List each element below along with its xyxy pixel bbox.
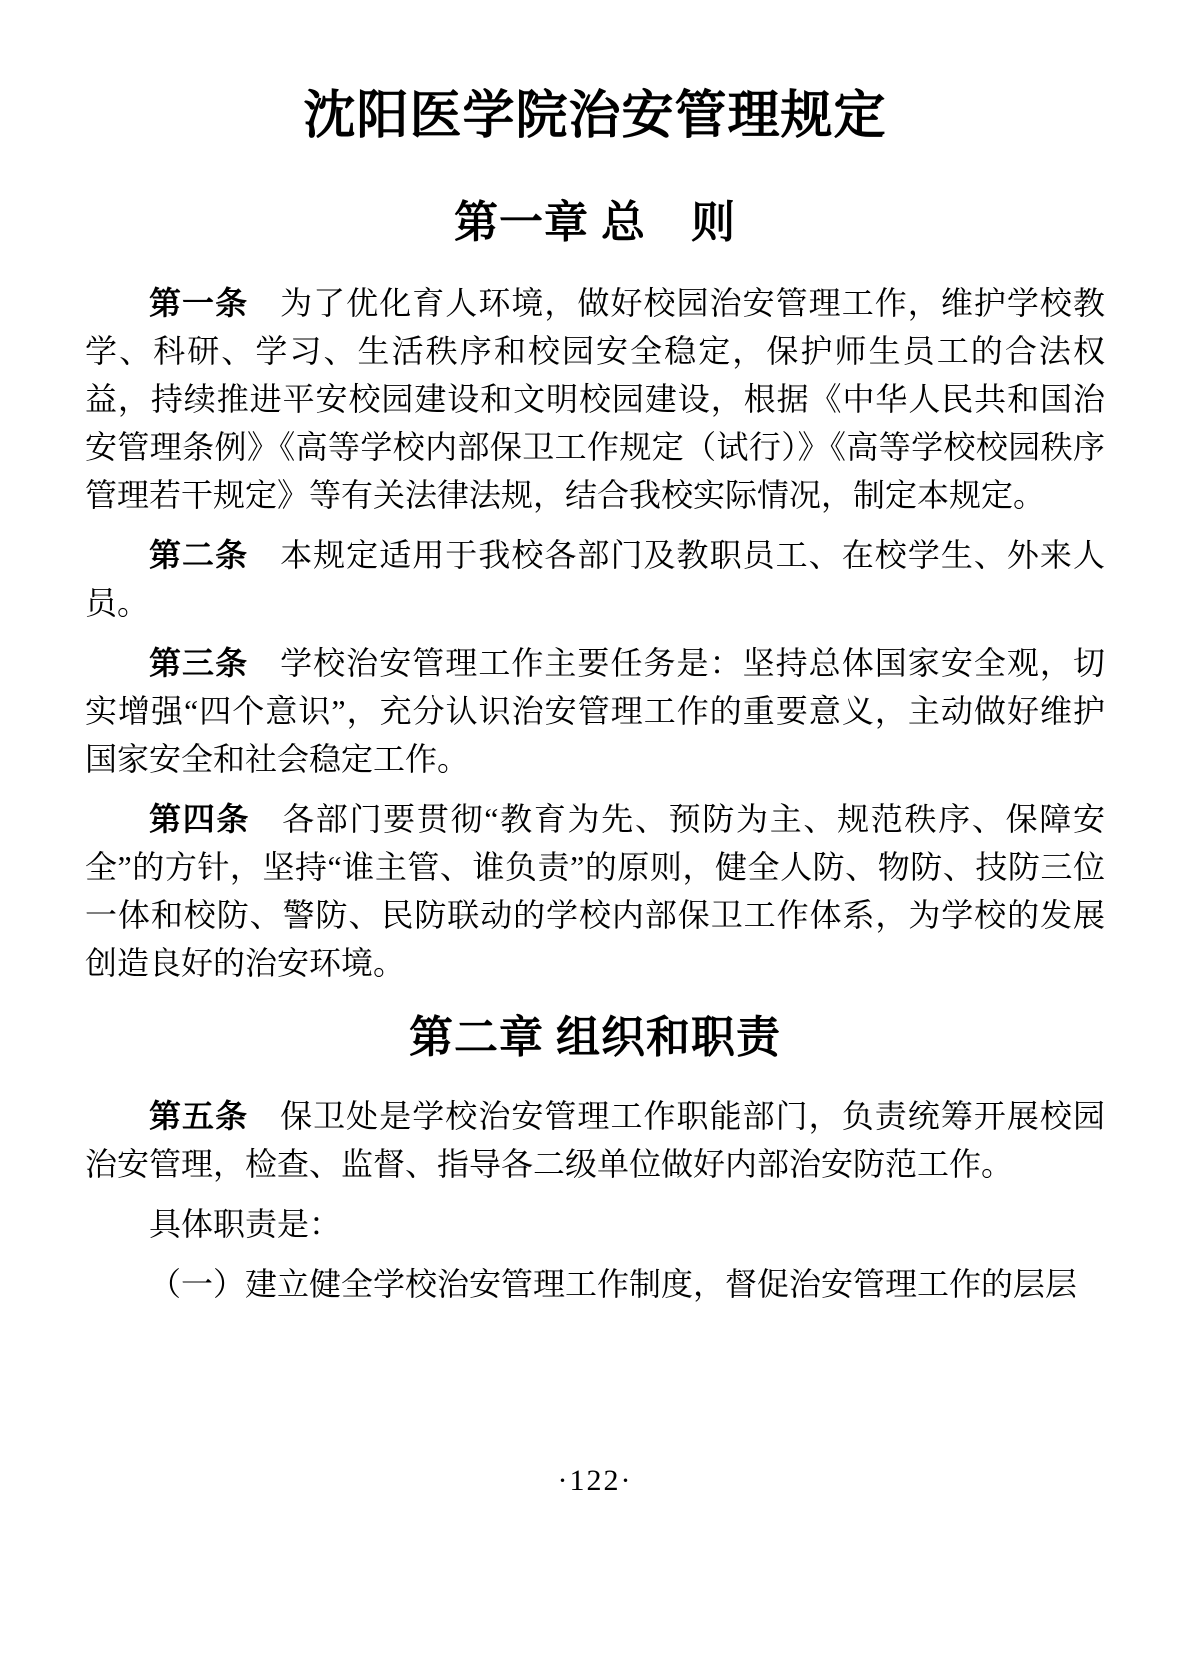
article-4-paragraph [85,795,1105,987]
article-1-text: 为了优化育人环境，做好校园治安管理工作，维护学校教学、科研、学习、生活秩序和校园安全稳定，保护师生员工的合法权益，持续推进平安校园建设和文明校园建设，根据《中华人民共和国治安管理条例》《高等学校内部保卫工作规定（试行）》《高等学校校园秩序管理若干规定》等有关法律法规，结合我校实际情况，制定本规定。 [85,285,1105,513]
document-content [0,86,1190,1308]
article-5-label: 第五条 [149,1098,249,1134]
document-title: 沈阳医学院治安管理规定 [303,88,887,145]
duties-intro-paragraph: 具体职责是： [149,1206,342,1242]
article-4-label: 第四条 [149,801,251,837]
article-3-paragraph [85,639,1105,783]
page-number: ·122· [557,1464,633,1497]
duty-item-1-paragraph: （一）建立健全学校治安管理工作制度，督促治安管理工作的层层 [149,1266,1078,1302]
article-5-text: 保卫处是学校治安管理工作职能部门，负责统筹开展校园治安管理，检查、监督、指导各二级单位做好内部治安防范工作。 [85,1098,1105,1182]
article-5-paragraph [85,1092,1105,1188]
article-1-label: 第一条 [149,285,249,321]
chapter-1-heading: 第一章 总 则 [454,198,736,247]
article-4-text: 各部门要贯彻“教育为先、预防为主、规范秩序、保障安全”的方针，坚持“谁主管、谁负责”的原则，健全人防、物防、技防三位一体和校防、警防、民防联动的学校内部保卫工作体系，为学校的发展创造良好的治安环境。 [85,801,1105,981]
chapter-2-heading: 第二章 组织和职责 [409,1013,781,1062]
article-2-label: 第二条 [149,537,249,573]
article-2-paragraph [85,531,1105,627]
article-3-text: 学校治安管理工作主要任务是：坚持总体国家安全观，切实增强“四个意识”，充分认识治安管理工作的重要意义，主动做好维护国家安全和社会稳定工作。 [85,645,1105,777]
article-1-paragraph [85,279,1105,519]
article-3-label: 第三条 [149,645,249,681]
article-2-text: 本规定适用于我校各部门及教职员工、在校学生、外来人员。 [85,537,1105,621]
